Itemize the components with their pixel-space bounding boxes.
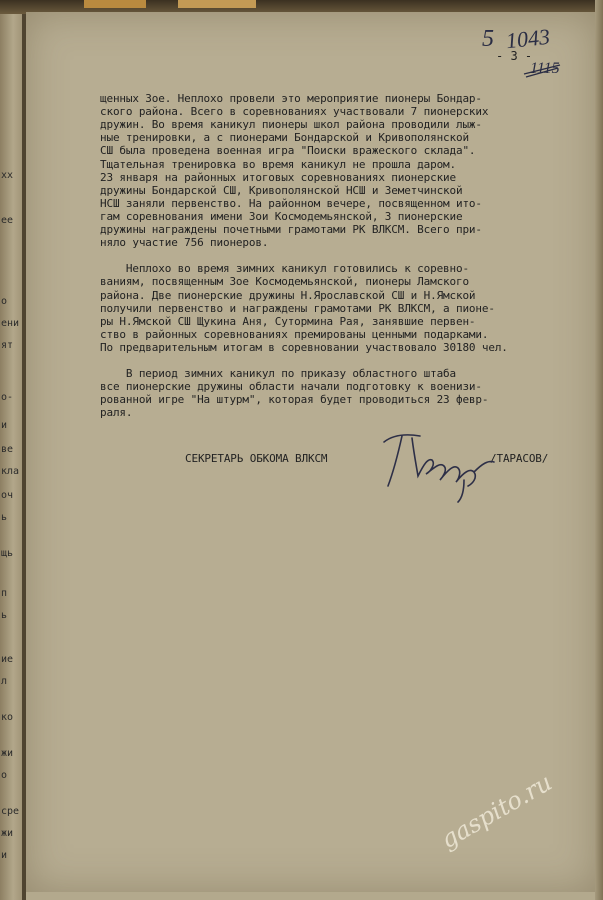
prev-page-fragment: сре [1, 806, 20, 817]
prev-page-fragment: о [1, 296, 8, 307]
page-number: - 3 - [496, 49, 533, 63]
archive-tab [178, 0, 256, 8]
body-line: 23 января на районных итоговых соревнованиях пионерские [100, 170, 456, 184]
prev-page-fragment: и [1, 850, 8, 861]
prev-page-fragment: жи [1, 748, 14, 759]
body-line: щенных Зое. Неплохо провели это мероприятие пионеры Бондар- [100, 92, 482, 105]
page-right-edge [595, 0, 603, 900]
body-line: няло участие 756 пионеров. [100, 236, 269, 250]
prev-page-fragment: жи [1, 828, 14, 839]
handwritten-signature [378, 424, 498, 504]
prev-page-fragment: п [1, 588, 8, 599]
watermark: gaspito.ru [436, 768, 557, 854]
body-line: НСШ заняли первенство. На районном вечере, посвященном ито- [100, 196, 482, 210]
handwritten-mark: 5 [482, 26, 494, 52]
body-line: получили первенство и награждены грамотами РК ВЛКСМ, а пионе- [100, 301, 495, 315]
prev-page-fragment: оч [1, 490, 14, 501]
prev-page-fragment: ь [1, 512, 8, 523]
prev-page-fragment: л [1, 676, 8, 687]
previous-page-edge [0, 0, 24, 900]
body-line: ство в районных соревнованиях премированы ценными подарками. [100, 327, 489, 341]
prev-page-fragment: ени [1, 318, 20, 329]
body-line: ры Н.Ямской СШ Щукина Аня, Сутормина Рая, занявшие первен- [100, 314, 476, 328]
archive-folio-number: 1043 [504, 23, 552, 54]
prev-page-fragment: хх [1, 170, 14, 181]
prev-page-fragment: о [1, 770, 8, 781]
signatory-title: СЕКРЕТАРЬ ОБКОМА ВЛКСМ [185, 452, 328, 465]
prev-page-fragment: щь [1, 548, 14, 559]
body-line: дружин. Во время каникул пионеры школ района проводили лыж- [100, 118, 482, 132]
prev-page-fragment: кла [1, 466, 20, 477]
body-line: ные тренировки, а с пионерами Бондарской и Кривополянской [100, 131, 469, 145]
strike-through-mark [522, 62, 562, 78]
body-line: ваниям, посвященным Зое Космодемьянской, пионеры Ламского [100, 275, 469, 289]
body-line: дружины награждены почетными грамотами РК ВЛКСМ. Всего при- [100, 223, 482, 236]
prev-page-fragment: о- [1, 392, 14, 403]
prev-page-fragment: ко [1, 712, 14, 723]
body-line: все пионерские дружины области начали подготовку к военизи- [100, 380, 482, 394]
body-line: района. Две пионерские дружины Н.Ярославской СШ и Н.Ямской [100, 288, 476, 302]
prev-page-fragment: ие [1, 654, 14, 665]
body-line: Тщательная тренировка во время каникул не прошла даром. [100, 157, 456, 171]
body-line: раля. [100, 406, 133, 420]
body-line: рованной игре "На штурм", которая будет проводиться 23 февр- [100, 393, 489, 407]
body-line: СШ была проведена военная игра "Поиски вражеского склада". [100, 144, 476, 158]
prev-page-fragment: и [1, 420, 8, 431]
prev-page-fragment: ят [1, 340, 14, 351]
signatory-name: /ТАРАСОВ/ [490, 452, 549, 465]
body-line: гам соревнования имени Зои Космодемьянской, 3 пионерские [100, 209, 463, 223]
body-line: По предварительным итогам в соревновании участвовало 30180 чел. [100, 340, 508, 354]
archive-folio-number-struck: 1115 [530, 60, 560, 77]
prev-page-fragment: ь [1, 610, 8, 621]
body-line: Неплохо во время зимних каникул готовились к соревно- [100, 262, 469, 276]
prev-page-fragment: ве [1, 444, 14, 455]
body-line: ского района. Всего в соревнованиях участвовали 7 пионерских [100, 105, 489, 119]
body-line: дружины Бондарской СШ, Кривополянской НСШ и Земетчинской [100, 183, 463, 197]
prev-page-fragment: ее [1, 215, 14, 226]
archive-tab [84, 0, 146, 8]
body-line: В период зимних каникул по приказу областного штаба [100, 367, 456, 381]
